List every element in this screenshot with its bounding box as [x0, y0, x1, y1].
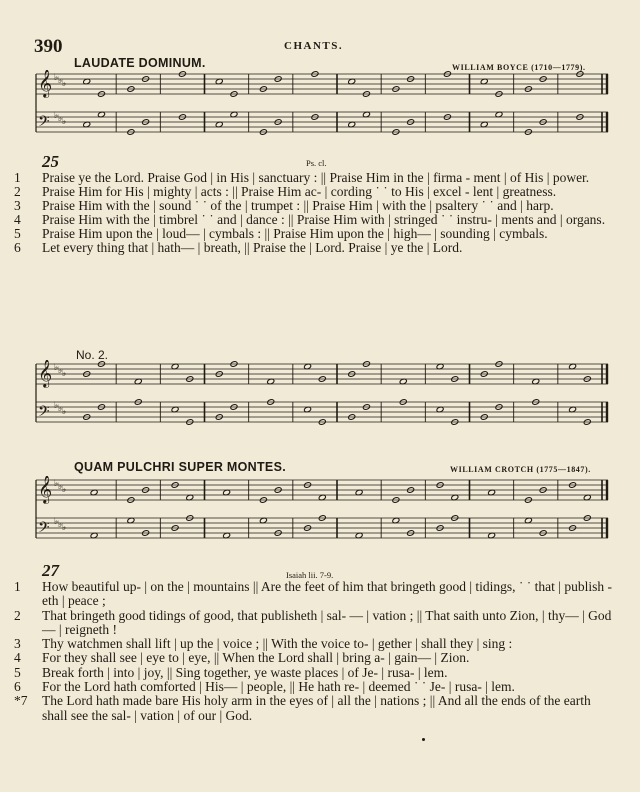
verse-number: 3	[14, 636, 21, 652]
verse-text: Thy watchmen shall lift | up the | voice ; || With the voice to- | gether | shall they | sing :	[42, 636, 513, 652]
chant-title-laudate: LAUDATE DOMINUM.	[74, 56, 206, 70]
flat-icon: ♭	[62, 406, 67, 416]
verse-text: Praise Him for His | mighty | acts : || Praise Him ac- | cording ˙ ˙ to His | excel - lent | greatness.	[42, 184, 557, 199]
verse-number: 6	[14, 679, 21, 695]
flat-icon: ♭	[58, 365, 63, 375]
flat-icon: ♭	[62, 522, 67, 532]
bass-staff	[36, 399, 608, 426]
flat-icon: ♭	[58, 403, 63, 413]
verse-text: Praise Him upon the | loud— | cymbals : || Praise Him upon the | high— | sounding | cymbals.	[42, 226, 548, 241]
verse-text: Break forth | into | joy, || Sing together, ye waste places | of Je- | rusa- | lem.	[42, 664, 448, 680]
scripture-reference-1: Ps. cl.	[306, 158, 327, 168]
printer-mark	[422, 738, 425, 741]
composer-crotch: WILLIAM CROTCH (1775—1847).	[450, 465, 591, 474]
music-score-quam-pulchri	[34, 476, 610, 552]
verse	[14, 580, 614, 609]
bass-clef-icon: 𝄢	[38, 403, 50, 424]
verse	[14, 666, 614, 680]
chant-number-25: 25	[42, 152, 59, 171]
flat-icon: ♭	[58, 113, 63, 123]
verse	[14, 651, 614, 665]
flat-icon: ♭	[62, 116, 67, 126]
verse	[14, 241, 614, 255]
bass-staff	[36, 110, 608, 135]
verse	[14, 227, 614, 241]
flat-icon: ♭	[54, 400, 59, 410]
flat-icon: ♭	[54, 516, 59, 526]
chant-number-27: 27	[42, 561, 59, 580]
composer-boyce: WILLIAM BOYCE (1710—1779).	[452, 63, 586, 72]
verse-text: How beautiful up- | on the | mountains || Are the feet of him that bringeth good | tidings, ˙ ˙ that | publish - eth | peace ;	[42, 579, 612, 609]
verse-number: 2	[14, 607, 21, 623]
flat-icon: ♭	[54, 362, 59, 372]
running-head: CHANTS.	[284, 40, 344, 52]
verse-number: 4	[14, 212, 21, 227]
flat-icon: ♭	[54, 72, 59, 82]
verse-text: For the Lord hath comforted | His— | people, || He hath re- | deemed ˙ ˙ Je- | rusa- | lem.	[42, 679, 515, 695]
verse-number: 1	[14, 170, 21, 185]
music-score-laudate	[34, 70, 610, 142]
verse-text: Let every thing that | hath— | breath, || Praise the | Lord. Praise | ye the | Lord.	[42, 240, 463, 255]
verse	[14, 609, 614, 638]
page-header	[34, 36, 614, 57]
chant-title-quam-pulchri: QUAM PULCHRI SUPER MONTES.	[74, 460, 286, 474]
verse	[14, 171, 614, 185]
verses-quam-pulchri	[14, 580, 614, 723]
treble-clef-icon: 𝄞	[38, 476, 53, 503]
verse-text: That bringeth good tidings of good, that publisheth | sal- — | vation ; || That saith unto Zion, | thy— | God— | reigneth !	[42, 607, 612, 637]
verse	[14, 637, 614, 651]
verse-number: 2	[14, 184, 21, 199]
page-number: 390	[34, 36, 63, 57]
verse-text: Praise ye the Lord. Praise God | in His | sanctuary : || Praise Him in the | firma - ment | of His | power.	[42, 170, 590, 185]
verse	[14, 185, 614, 199]
verse	[14, 680, 614, 694]
bass-staff	[36, 515, 608, 540]
verse-number: 5	[14, 664, 21, 680]
flat-icon: ♭	[58, 519, 63, 529]
verse-number: 3	[14, 198, 21, 213]
chant-variant-label: No. 2.	[76, 348, 109, 362]
flat-icon: ♭	[54, 478, 59, 488]
verse-number: 4	[14, 650, 21, 666]
flat-icon: ♭	[54, 110, 59, 120]
bass-clef-icon: 𝄢	[38, 113, 50, 134]
scripture-reference-2: Isaiah lii. 7-9.	[286, 570, 334, 580]
verse-number: 5	[14, 226, 21, 241]
treble-clef-icon: 𝄞	[38, 70, 53, 97]
treble-staff	[36, 70, 608, 98]
flat-icon: ♭	[62, 78, 67, 88]
bass-clef-icon: 𝄢	[38, 519, 50, 540]
music-score-no2	[34, 360, 610, 436]
verse-text: Praise Him with the | timbrel ˙ ˙ and | dance : || Praise Him with | stringed ˙ ˙ instru- | ments and | organs.	[42, 212, 606, 227]
treble-staff	[36, 476, 608, 504]
flat-icon: ♭	[62, 484, 67, 494]
verse-number: 6	[14, 240, 21, 255]
verses-laudate	[14, 171, 614, 255]
treble-staff	[36, 360, 608, 388]
flat-icon: ♭	[58, 481, 63, 491]
verse-text: Praise Him with the | sound ˙ ˙ of the | trumpet : || Praise Him | with the | psaltery ˙ ˙ and | harp.	[42, 198, 554, 213]
verse-text: For they shall see | eye to | eye, || When the Lord shall | bring a- | gain— | Zion.	[42, 650, 470, 666]
verse-text: The Lord hath made bare His holy arm in the eyes of | all the | nations ; || And all the ends of the earth shall see the sal- | vation | of our | God.	[42, 693, 591, 723]
verse-number: 1	[14, 579, 21, 594]
verse	[14, 694, 614, 723]
treble-clef-icon: 𝄞	[38, 360, 53, 387]
flat-icon: ♭	[62, 368, 67, 378]
verse	[14, 199, 614, 213]
verse	[14, 213, 614, 227]
verse-number: *7	[14, 693, 28, 709]
flat-icon: ♭	[58, 75, 63, 85]
